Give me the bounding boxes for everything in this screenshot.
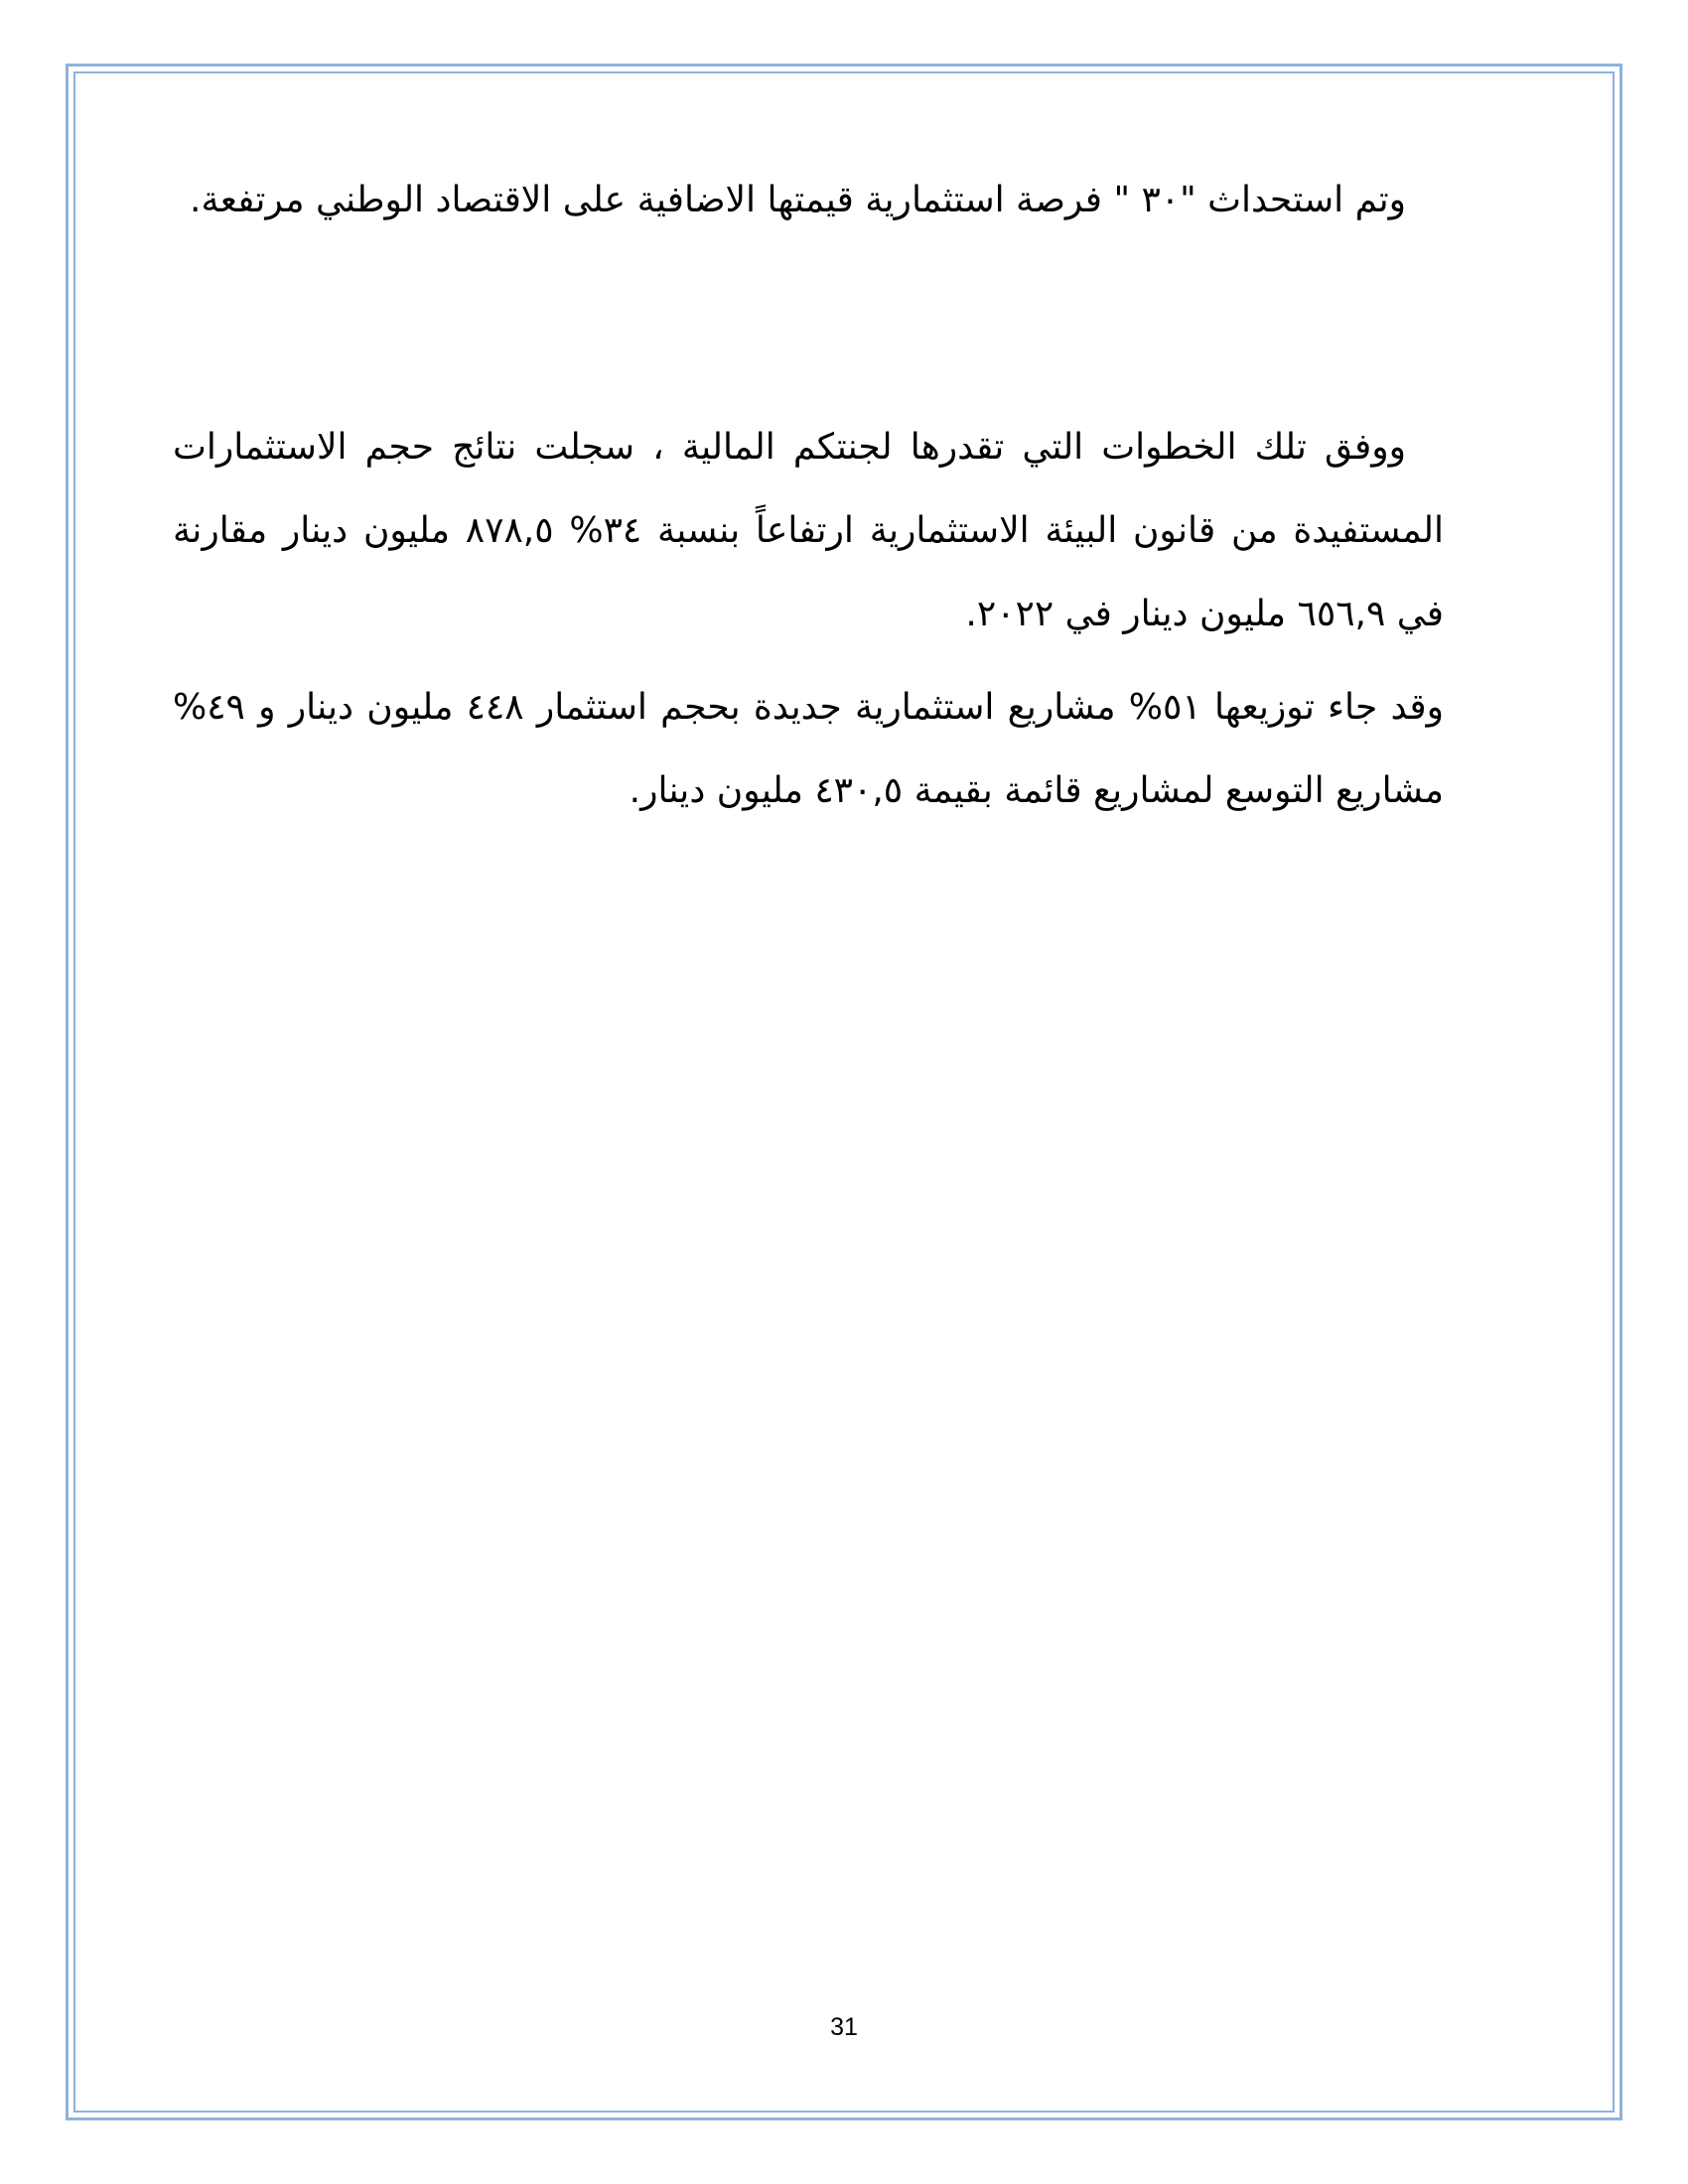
page-number: 31	[830, 2013, 858, 2041]
paragraph-investment-distribution: وقد جاء توزيعها ٥١% مشاريع استثمارية جديدة بحجم استثمار ٤٤٨ مليون دينار و ٤٩% مشاريع التوسع لمشاريع قائمة بقيمة ٤٣٠,٥ مليون دينار.	[173, 687, 1445, 811]
document-body	[173, 159, 1444, 833]
paragraph-investment-volume: ووفق تلك الخطوات التي تقدرها لجنتكم المالية ، سجلت نتائج حجم الاستثمارات المستفيدة من قانون البيئة الاستثمارية ارتفاعاً بنسبة ٣٤% ٨٧٨,٥ مليون دينار مقارنة في ٦٥٦,٩ مليون دينار في ٢٠٢٢.	[173, 427, 1444, 634]
paragraph-new-opportunities: وتم استحداث "٣٠ " فرصة استثمارية قيمتها الاضافية على الاقتصاد الوطني مرتفعة.	[190, 180, 1406, 220]
paragraph-spacer	[173, 242, 1444, 406]
